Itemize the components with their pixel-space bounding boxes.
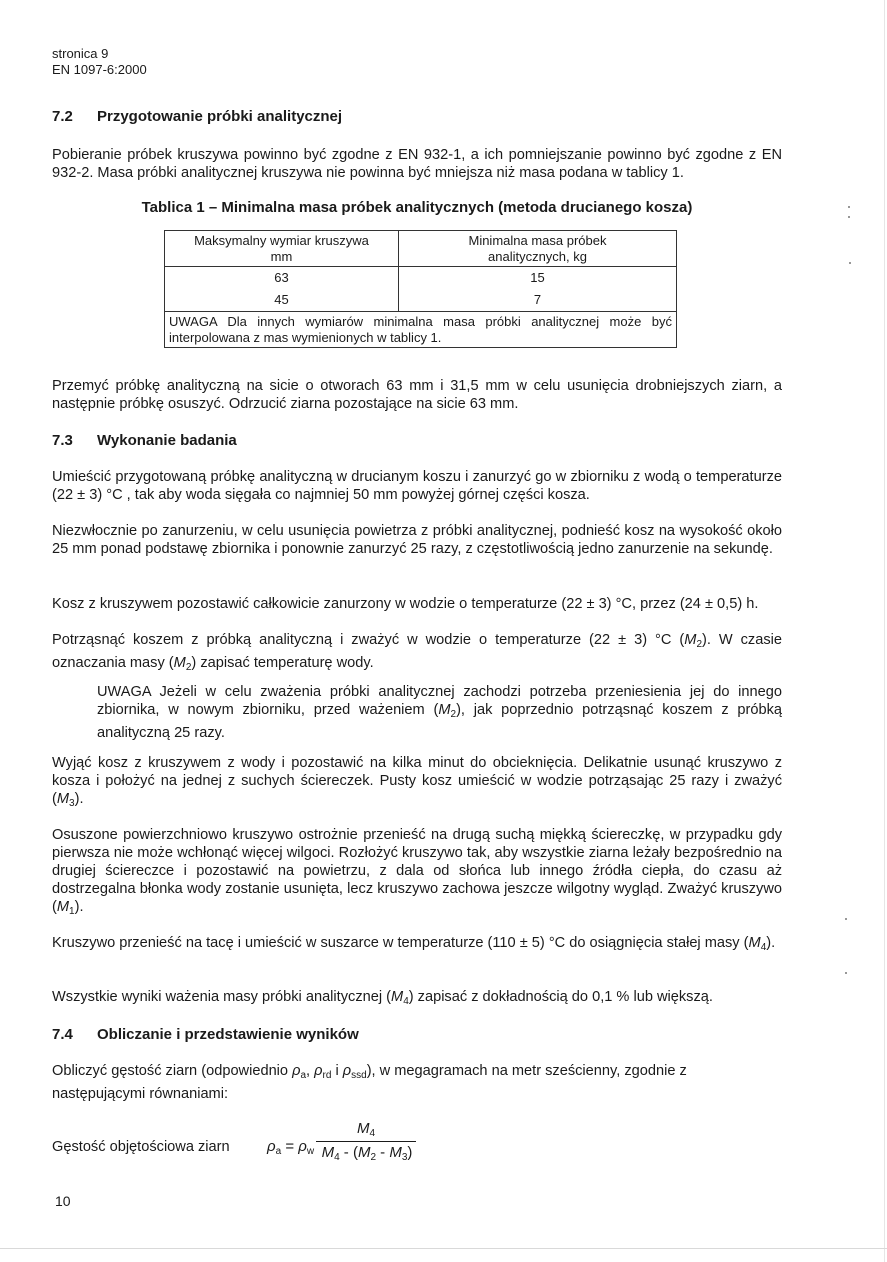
heading-number: 7.2 [52, 108, 73, 125]
heading-title: Wykonanie badania [97, 432, 237, 449]
heading-7-3 [52, 432, 782, 450]
text-run: i [331, 1063, 343, 1079]
scan-speck [845, 918, 847, 920]
subscript: 2 [696, 639, 702, 650]
heading-title: Obliczanie i przedstawienie wyników [97, 1026, 359, 1043]
operator: - [376, 1144, 390, 1161]
text-run: ), w megagramach na metr sześcienny, zgodnie z następującymi równaniami: [52, 1063, 687, 1102]
scan-edge [884, 0, 885, 1262]
header-size-label: Maksymalny wymiar kruszywa [194, 233, 369, 248]
density-formula [52, 1118, 782, 1168]
paragraph-sampling: Pobieranie próbek kruszywa powinno być zgodne z EN 932-1, a ich pomniejszanie powinno być zgodne z EN 932-2. Masa próbki analitycznej kruszywa nie powinna być mniejsza niż masa podana w tablicy 1. [52, 147, 782, 181]
subscript: 3 [401, 1152, 408, 1163]
operator: ) [407, 1144, 413, 1161]
table-cell-mass: 15 [399, 267, 677, 289]
fraction-denominator [314, 1144, 420, 1167]
note-transfer [97, 683, 782, 742]
subscript: ssd [351, 1070, 367, 1081]
text-run: ), jak poprzednio potrząsnąć koszem z próbką analityczną 25 razy. [97, 702, 783, 741]
subscript: 2 [370, 1152, 377, 1163]
subscript: 2 [450, 709, 457, 720]
scan-speck [849, 262, 851, 264]
heading-number: 7.4 [52, 1026, 73, 1043]
paragraph-surface-dry [52, 826, 782, 921]
symbol-rho: ρ [314, 1063, 323, 1079]
heading-title: Przygotowanie próbki analitycznej [97, 108, 343, 125]
subscript: 4 [403, 996, 409, 1007]
scan-speck [848, 206, 850, 208]
text-run: ) zapisać z dokładnością do 0,1 % lub większą. [408, 989, 713, 1005]
table-wrapper [52, 230, 782, 348]
fraction-bar [316, 1141, 416, 1142]
subscript: 3 [69, 798, 75, 809]
text-run: , [306, 1063, 315, 1079]
paragraph-soak: Kosz z kruszywem pozostawić całkowicie zanurzony w wodzie o temperaturze (22 ± 3) °C, przez (24 ± 0,5) h. [52, 596, 759, 612]
symbol-m: M [56, 791, 70, 807]
paragraph-immerse: Umieścić przygotowaną próbkę analityczną w drucianym koszu i zanurzyć go w zbiorniku z wodą o temperaturze (22 ± 3) °C , tak aby woda sięgała co najmniej 50 mm powyżej górnej części kosza. [52, 469, 782, 503]
header-mass-unit: analitycznych, kg [488, 248, 587, 264]
subscript: a [300, 1070, 307, 1081]
table-note: UWAGA Dla innych wymiarów minimalna masa próbki analitycznej może być interpolowana z mas wymienionych w tablicy 1. [165, 312, 677, 348]
fraction-numerator [314, 1120, 418, 1143]
text-run: ) zapisać temperaturę wody. [191, 655, 374, 671]
text-run: UWAGA Jeżeli w celu zważenia próbki analitycznej zachodzi potrzeba przeniesienia jej do innego zbiornika, w nowym zbiorniku, przed ważeniem ( [97, 684, 782, 718]
text-run: Potrząsnąć koszem z próbką analityczną i zważyć w wodzie o temperaturze (22 ± 3) °C ( [52, 632, 685, 648]
table-caption: Tablica 1 – Minimalna masa próbek analitycznych (metoda drucianego kosza) [141, 199, 693, 216]
text-run: ). [74, 899, 84, 915]
table-note-row [165, 312, 677, 348]
symbol-rho: ρ [342, 1063, 352, 1079]
text-run: Wszystkie wyniki ważenia masy próbki analitycznej ( [52, 989, 392, 1005]
subscript: 4 [760, 942, 767, 953]
page-number: 10 [55, 1193, 71, 1209]
symbol-rho: ρ [292, 1063, 301, 1079]
table-header-mass [399, 231, 677, 267]
text-run: ). [74, 791, 84, 807]
min-mass-table [164, 230, 677, 348]
symbol-m: M [389, 1144, 402, 1161]
subscript: 1 [69, 906, 75, 917]
text-run: Wyjąć kosz z kruszywem z wody i pozostawić na kilka minut do obcieknięcia. Delikatnie usunąć kruszywo z kosza i położyć na jednej z suchych ściereczek. Pusty kosz umieścić w wodzie potrząsając 25 razy i zważyć ( [52, 755, 782, 807]
paragraph-calculate [52, 1062, 782, 1103]
equals-sign: = [281, 1138, 299, 1155]
text-run: Obliczyć gęstość ziarn (odpowiednio [52, 1063, 293, 1079]
heading-number: 7.3 [52, 432, 73, 449]
table-cell-size: 45 [165, 289, 399, 312]
header-mass-label: Minimalna masa próbek [468, 233, 607, 248]
heading-7-4 [52, 1026, 782, 1044]
symbol-m: M [391, 989, 404, 1005]
text-run: Osuszone powierzchniowo kruszywo ostrożnie przenieść na drugą suchą miękką ściereczkę, w przypadku gdy pierwsza nie może wchłonąć więcej wilgoci. Rozłożyć kruszywo tak, aby wszystkie ziarna leżały bezpośrednio na drugiej ściereczce i pozostawić na powietrzu, z dala od słońca lub innego źródła ciepła, do czasu aż dostrzegalna błonka wody zostanie usunięta, lecz kruszywo zachowa jeszcze wilgotny wygląd. Zważyć kruszywo ( [52, 827, 782, 915]
formula-label: Gęstość objętościowa ziarn [52, 1139, 230, 1155]
symbol-m: M [56, 899, 70, 915]
operator: - ( [339, 1144, 358, 1161]
table-header-size [165, 231, 399, 267]
header-size-unit: mm [270, 248, 293, 264]
standard-number: EN 1097-6:2000 [52, 62, 147, 77]
table-cell-size: 63 [165, 267, 399, 289]
subscript: a [275, 1146, 282, 1157]
scan-speck [845, 972, 847, 974]
formula-lhs [267, 1138, 314, 1161]
table-cell-mass: 7 [399, 289, 677, 312]
text-run: ). [766, 935, 776, 951]
paragraph-drain [52, 754, 782, 813]
paragraph-weigh-water [52, 631, 782, 677]
symbol-rho: ρ [298, 1138, 307, 1155]
symbol-m: M [748, 935, 761, 951]
subscript: 4 [369, 1128, 376, 1139]
paragraph-record [52, 988, 782, 1011]
subscript: 2 [185, 662, 192, 673]
table-header-row [165, 231, 677, 267]
paragraph-washing: Przemyć próbkę analityczną na sicie o otworach 63 mm i 31,5 mm w celu usunięcia drobniejszych ziarn, a następnie próbkę osuszyć. Odrzucić ziarna pozostające na sicie 63 mm. [52, 378, 782, 412]
symbol-m: M [438, 702, 451, 718]
symbol-m: M [321, 1144, 335, 1161]
subscript: 4 [334, 1152, 340, 1163]
scan-speck [848, 216, 850, 218]
text-run: Kruszywo przenieść na tacę i umieścić w suszarce w temperaturze (110 ± 5) °C do osiągnięcia stałej masy ( [52, 935, 749, 951]
symbol-m: M [357, 1144, 371, 1161]
table-row [165, 267, 677, 289]
table-row [165, 289, 677, 312]
paragraph-oven-dry [52, 934, 782, 957]
paragraph-lift: Niezwłocznie po zanurzeniu, w celu usunięcia powietrza z próbki analitycznej, podnieść kosz na wysokość około 25 mm ponad podstawę zbiornika i ponownie zanurzyć 25 razy, z częstotliwością jedno zanurzenie na sekundę. [52, 523, 782, 557]
symbol-m: M [356, 1120, 370, 1137]
symbol-rho: ρ [267, 1138, 276, 1155]
subscript: rd [322, 1070, 332, 1081]
symbol-m: M [173, 655, 186, 671]
page-label: stronica 9 [52, 46, 109, 61]
heading-7-2 [52, 108, 782, 126]
symbol-m: M [684, 632, 697, 648]
text-run: ). W czasie oznaczania masy ( [52, 632, 782, 671]
scan-bottom-line [0, 1248, 887, 1249]
running-header [52, 46, 147, 78]
subscript: w [306, 1146, 315, 1157]
